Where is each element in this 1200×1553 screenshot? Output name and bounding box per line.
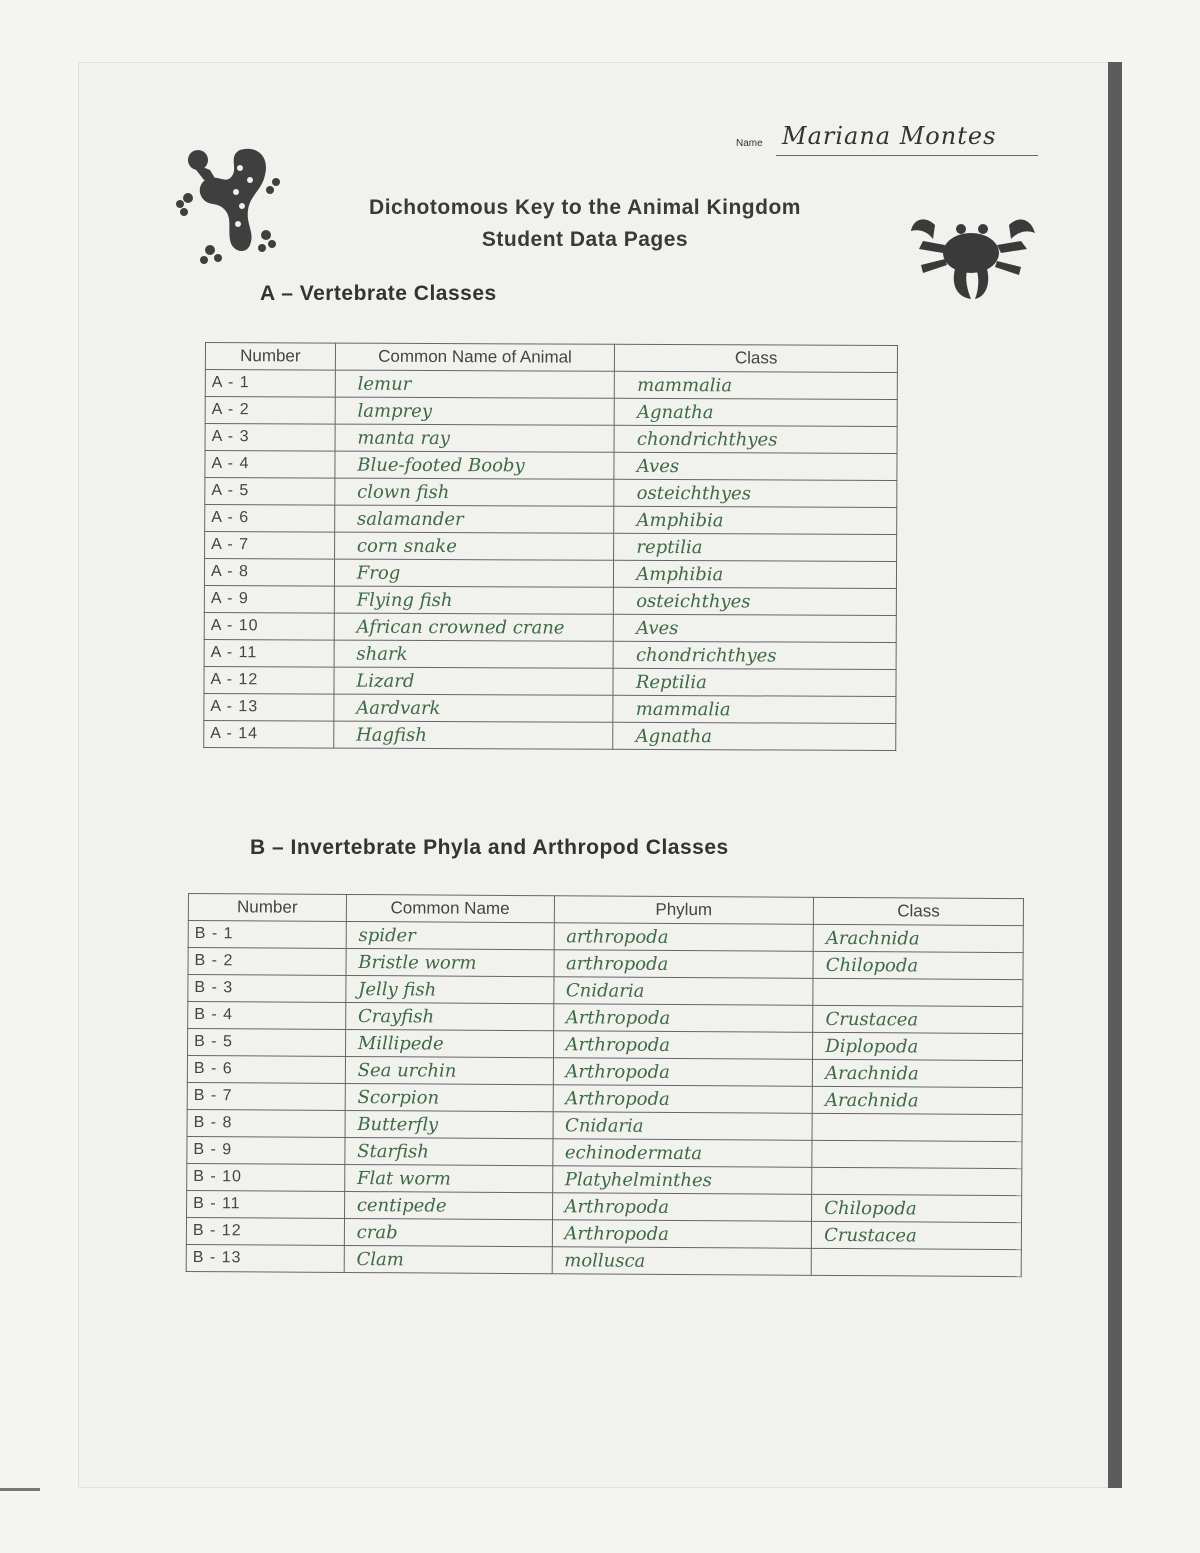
table-row bbox=[204, 559, 896, 589]
cell-class: reptilia bbox=[614, 533, 897, 561]
cell-number: A - 11 bbox=[204, 639, 334, 667]
vertebrate-table-body bbox=[204, 370, 898, 751]
cell-class: chondrichthyes bbox=[614, 425, 897, 453]
cell-class: Crustacea bbox=[813, 1005, 1023, 1033]
cell-number: A - 3 bbox=[205, 424, 335, 452]
cell-name: African crowned crane bbox=[334, 613, 614, 641]
table-row bbox=[205, 397, 897, 427]
cell-number: A - 6 bbox=[205, 505, 335, 533]
cell-number: B - 11 bbox=[187, 1190, 345, 1218]
cell-class bbox=[811, 1248, 1021, 1276]
cell-name: Sea urchin bbox=[345, 1056, 553, 1084]
cell-class: Aves bbox=[614, 614, 897, 642]
cell-name: manta ray bbox=[335, 424, 615, 452]
cell-phylum: echinodermata bbox=[552, 1139, 812, 1168]
cell-phylum: Arthropoda bbox=[553, 1058, 813, 1087]
cell-phylum: arthropoda bbox=[554, 923, 814, 952]
cell-name: Scorpion bbox=[345, 1083, 553, 1111]
cell-number: A - 10 bbox=[204, 612, 334, 640]
student-name-value: Mariana Montes bbox=[782, 122, 997, 150]
cell-phylum: Arthropoda bbox=[553, 1031, 813, 1060]
cell-class: osteichthyes bbox=[614, 479, 897, 507]
cell-name: Aardvark bbox=[334, 694, 614, 722]
table-row bbox=[205, 532, 897, 562]
page-edge-shadow bbox=[1108, 62, 1122, 1488]
name-underline bbox=[776, 155, 1038, 156]
cell-class: Arachnida bbox=[813, 924, 1023, 952]
cell-phylum: Cnidaria bbox=[553, 1112, 813, 1141]
cell-number: A - 1 bbox=[205, 370, 335, 398]
cell-name: Crayfish bbox=[345, 1002, 553, 1030]
cell-class: Agnatha bbox=[613, 722, 896, 750]
cell-class: Chilopoda bbox=[813, 951, 1023, 979]
cell-name: Clam bbox=[344, 1245, 552, 1273]
cell-number: A - 5 bbox=[205, 478, 335, 506]
cell-phylum: Arthropoda bbox=[552, 1193, 812, 1222]
cell-number: A - 8 bbox=[204, 559, 334, 587]
table-header-row bbox=[205, 343, 897, 373]
cell-phylum: Cnidaria bbox=[553, 977, 813, 1006]
section-a-heading: A – Vertebrate Classes bbox=[260, 282, 497, 305]
cell-number: A - 13 bbox=[204, 693, 334, 721]
cell-name: Frog bbox=[334, 559, 614, 587]
cell-name: corn snake bbox=[334, 532, 614, 560]
cell-phylum: Arthropoda bbox=[552, 1220, 812, 1249]
invertebrate-phyla-table bbox=[186, 893, 1024, 1277]
cell-number: B - 2 bbox=[188, 948, 346, 976]
cell-name: centipede bbox=[344, 1191, 552, 1219]
cell-class: Chilopoda bbox=[812, 1194, 1022, 1222]
cell-class: Arachnida bbox=[813, 1059, 1023, 1087]
cell-class: osteichthyes bbox=[614, 587, 897, 615]
cell-phylum: Platyhelminthes bbox=[552, 1166, 812, 1195]
worksheet-title bbox=[300, 192, 870, 256]
lizard-illustration bbox=[170, 140, 280, 270]
cell-class bbox=[812, 1167, 1022, 1195]
table-row bbox=[205, 370, 897, 400]
table-row bbox=[204, 585, 896, 615]
cell-name: Lizard bbox=[334, 667, 614, 695]
cell-class: Arachnida bbox=[812, 1086, 1022, 1114]
cell-name: lemur bbox=[335, 370, 615, 398]
cell-number: A - 14 bbox=[204, 720, 334, 748]
table-row bbox=[204, 720, 896, 750]
cell-class: Aves bbox=[614, 452, 897, 480]
cell-number: A - 4 bbox=[205, 451, 335, 479]
cell-name: shark bbox=[334, 640, 614, 668]
cell-name: Flat worm bbox=[344, 1164, 552, 1192]
cell-number: B - 10 bbox=[187, 1163, 345, 1191]
cell-number: B - 1 bbox=[188, 921, 346, 949]
column-header: Number bbox=[188, 894, 346, 922]
cell-number: B - 13 bbox=[186, 1244, 344, 1272]
cell-name: clown fish bbox=[335, 478, 615, 506]
cell-class: Crustacea bbox=[812, 1221, 1022, 1249]
column-header: Class bbox=[814, 897, 1024, 925]
cell-name: lamprey bbox=[335, 397, 615, 425]
cell-class: Amphibia bbox=[614, 560, 897, 588]
cell-name: spider bbox=[346, 921, 554, 949]
cell-number: B - 6 bbox=[187, 1056, 345, 1084]
table-row bbox=[205, 424, 897, 454]
table-row bbox=[204, 666, 896, 696]
cell-name: Starfish bbox=[345, 1137, 553, 1165]
cell-name: Blue-footed Booby bbox=[335, 451, 615, 479]
cell-name: Bristle worm bbox=[346, 948, 554, 976]
column-header: Phylum bbox=[554, 896, 814, 925]
cell-name: crab bbox=[344, 1218, 552, 1246]
cell-phylum: Arthropoda bbox=[553, 1004, 813, 1033]
cell-number: B - 4 bbox=[188, 1002, 346, 1030]
crab-illustration bbox=[905, 205, 1040, 305]
table-row bbox=[205, 505, 897, 535]
cell-class bbox=[812, 1113, 1022, 1141]
cell-number: B - 7 bbox=[187, 1082, 345, 1110]
title-line-1: Dichotomous Key to the Animal Kingdom bbox=[369, 196, 801, 219]
cell-number: A - 9 bbox=[204, 585, 334, 613]
cell-phylum: Arthropoda bbox=[553, 1085, 813, 1114]
cell-name: Jelly fish bbox=[346, 975, 554, 1003]
cell-number: B - 9 bbox=[187, 1136, 345, 1164]
cell-phylum: arthropoda bbox=[553, 950, 813, 979]
cell-class: mammalia bbox=[615, 371, 898, 399]
column-header: Common Name bbox=[346, 894, 554, 922]
cell-name: Hagfish bbox=[334, 721, 614, 749]
cell-number: B - 3 bbox=[188, 975, 346, 1003]
cell-number: B - 12 bbox=[186, 1217, 344, 1245]
cell-name: Butterfly bbox=[345, 1110, 553, 1138]
cell-class: Agnatha bbox=[614, 398, 897, 426]
cell-class bbox=[813, 978, 1023, 1006]
table-row bbox=[205, 478, 897, 508]
cell-name: salamander bbox=[334, 505, 614, 533]
cell-number: B - 5 bbox=[188, 1029, 346, 1057]
title-line-2: Student Data Pages bbox=[481, 228, 689, 251]
table-row bbox=[204, 612, 896, 642]
scan-edge-mark bbox=[0, 1488, 40, 1491]
name-label: Name bbox=[736, 138, 763, 149]
cell-class bbox=[812, 1140, 1022, 1168]
cell-number: B - 8 bbox=[187, 1109, 345, 1137]
column-header: Common Name of Animal bbox=[335, 343, 615, 371]
cell-number: A - 12 bbox=[204, 666, 334, 694]
section-b-heading: B – Invertebrate Phyla and Arthropod Classes bbox=[250, 836, 729, 859]
cell-number: A - 7 bbox=[205, 532, 335, 560]
table-row bbox=[205, 451, 897, 481]
cell-class: Diplopoda bbox=[813, 1032, 1023, 1060]
table-row bbox=[204, 639, 896, 669]
cell-name: Flying fish bbox=[334, 586, 614, 614]
cell-class: Reptilia bbox=[613, 668, 896, 696]
cell-class: Amphibia bbox=[614, 506, 897, 534]
table-row bbox=[204, 693, 896, 723]
cell-class: chondrichthyes bbox=[613, 641, 896, 669]
cell-name: Millipede bbox=[345, 1029, 553, 1057]
invertebrate-table-body bbox=[186, 921, 1023, 1277]
cell-phylum: mollusca bbox=[552, 1247, 812, 1276]
table-row bbox=[186, 1244, 1021, 1276]
column-header: Class bbox=[615, 344, 898, 372]
cell-class: mammalia bbox=[613, 695, 896, 723]
student-name-field bbox=[736, 122, 1038, 158]
column-header: Number bbox=[205, 343, 335, 371]
cell-number: A - 2 bbox=[205, 397, 335, 425]
vertebrate-classes-table bbox=[203, 342, 898, 751]
